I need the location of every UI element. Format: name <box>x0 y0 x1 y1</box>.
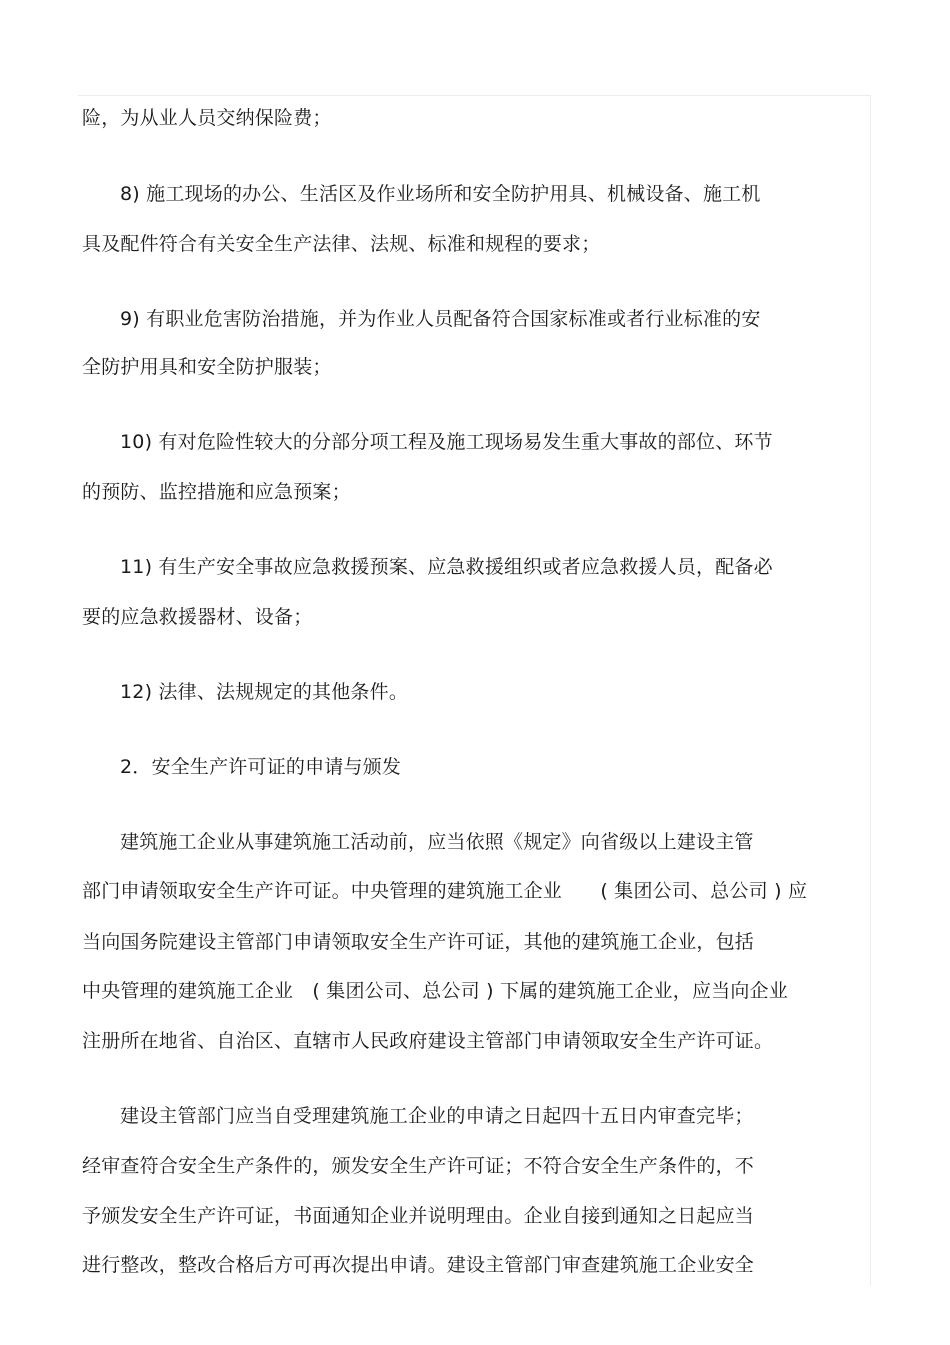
section-heading: 2．安全生产许可证的申请与颁发 <box>120 756 402 778</box>
text-line: 10) 有对危险性较大的分部分项工程及施工现场易发生重大事故的部位、环节 <box>120 431 773 453</box>
text-line: 的预防、监控措施和应急预案； <box>82 481 351 503</box>
text-line: 部门申请领取安全生产许可证。中央管理的建筑施工企业 ( 集团公司、总公司 ) 应 <box>82 880 808 902</box>
text-line: 9) 有职业危害防治措施，并为作业人员配备符合国家标准或者行业标准的安 <box>120 308 761 330</box>
text-line: 予颁发安全生产许可证，书面通知企业并说明理由。企业自接到通知之日起应当 <box>82 1205 755 1227</box>
text-line: 险，为从业人员交纳保险费； <box>82 107 332 129</box>
text-line: 全防护用具和安全防护服装； <box>82 356 332 378</box>
text-line: 建筑施工企业从事建筑施工活动前，应当依照《规定》向省级以上建设主管 <box>120 831 754 853</box>
text-line: 注册所在地省、自治区、直辖市人民政府建设主管部门申请领取安全生产许可证。 <box>82 1030 774 1052</box>
text-line: 具及配件符合有关安全生产法律、法规、标准和规程的要求； <box>82 233 601 255</box>
text-line: 要的应急救援器材、设备； <box>82 606 313 628</box>
text-line: 经审查符合安全生产条件的，颁发安全生产许可证；不符合安全生产条件的，不 <box>82 1155 755 1177</box>
text-line: 建设主管部门应当自受理建筑施工企业的申请之日起四十五日内审查完毕； <box>120 1105 754 1127</box>
text-line: 12) 法律、法规规定的其他条件。 <box>120 681 409 703</box>
text-line: 中央管理的建筑施工企业 ( 集团公司、总公司 ) 下属的建筑施工企业，应当向企业 <box>82 980 788 1002</box>
text-line: 8) 施工现场的办公、生活区及作业场所和安全防护用具、机械设备、施工机 <box>120 183 761 205</box>
text-line: 当向国务院建设主管部门申请领取安全生产许可证，其他的建筑施工企业，包括 <box>82 931 755 953</box>
text-line: 进行整改，整改合格后方可再次提出申请。建设主管部门审查建筑施工企业安全 <box>82 1254 755 1276</box>
text-line: 11) 有生产安全事故应急救援预案、应急救援组织或者应急救援人员，配备必 <box>120 556 773 578</box>
